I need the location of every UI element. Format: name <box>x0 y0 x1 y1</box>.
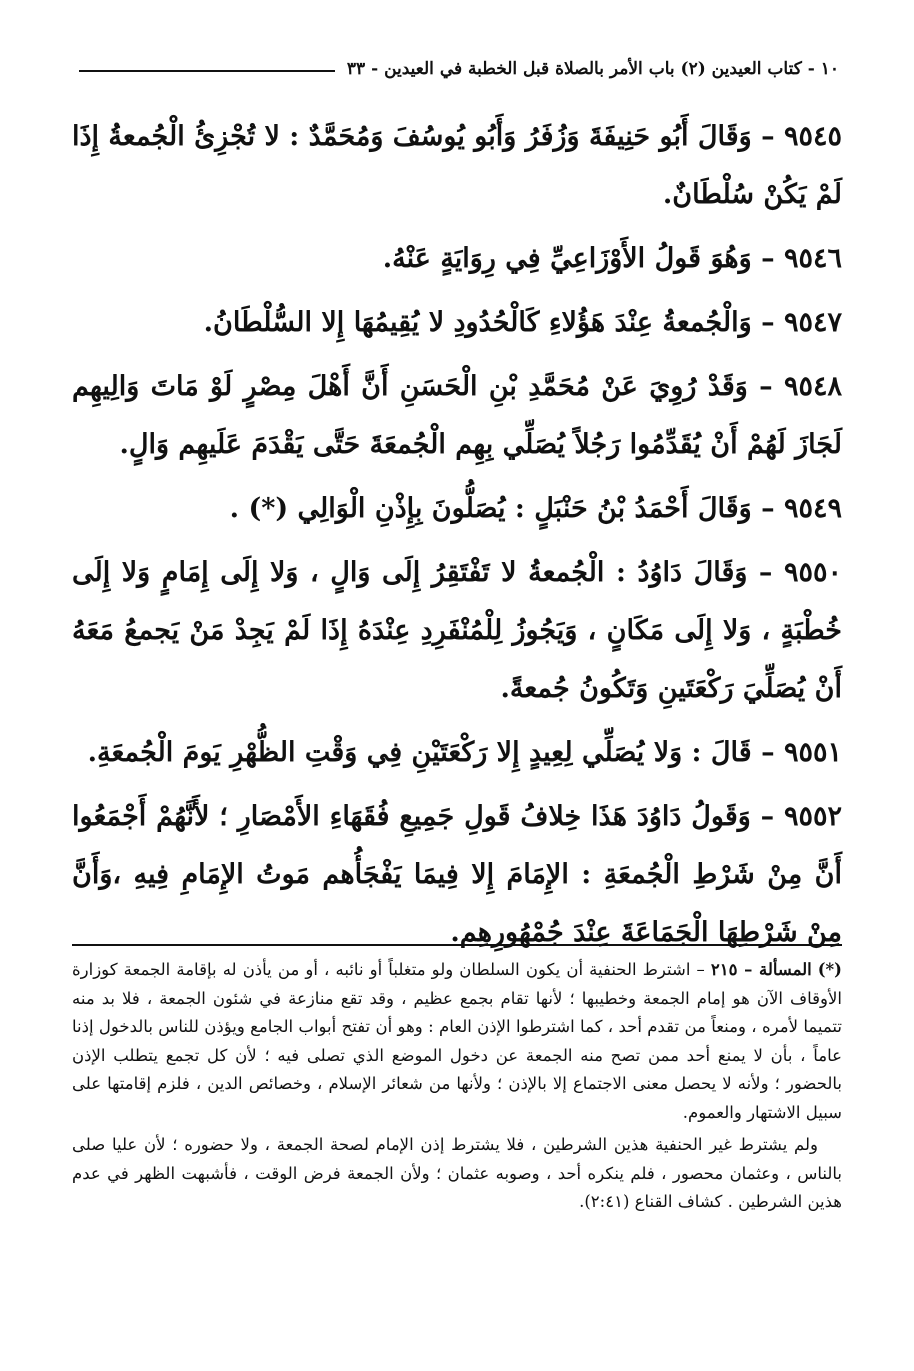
footnote-1 <box>72 956 842 1127</box>
paragraph-9550: ٩٥٥٠ – وَقَالَ دَاوُدُ : الْجُمعةُ لا تَفْتَقِرُ إِلَى وَالٍ ، وَلا إِلَى إِمَامٍ وَلا إِلَى خُطْبَةٍ ، وَلا إِلَى مَكَانٍ ، وَيَجُوزُ لِلْمُنْفَرِدِ عِنْدَهُ إِذَا لَمْ يَجِدْ مَنْ يَجمعُ مَعَهُ أَنْ يُصَلِّيَ رَكْعَتَينِ وَتَكُونُ جُمعةً. <box>72 557 842 704</box>
footnote-separator <box>72 944 842 946</box>
footnote-label: المسألة – ٢١٥ <box>710 960 812 979</box>
paragraph-9552: ٩٥٥٢ – وَقَولُ دَاوُدَ هَذَا خِلافُ قَولِ جَمِيعِ فُقَهَاءِ الأَمْصَارِ ؛ لأَنَّهُمْ أَجْمَعُوا أَنَّ مِنْ شَرْطِ الْجُمعَةِ : الإِمَامَ إِلا فِيمَا يَفْجَأُهم مَوتُ الإِمَامِ فِيهِ ،وَأَنَّ مِنْ شَرْطِهَا الْجَمَاعَةَ عِنْدَ جُمْهُورِهِم. <box>72 801 842 948</box>
footnotes <box>72 956 842 1221</box>
paragraph-9547: ٩٥٤٧ – وَالْجُمعةُ عِنْدَ هَؤُلاءِ كَالْحُدُودِ لا يُقِيمُهَا إِلا السُّلْطَانُ. <box>203 307 842 338</box>
main-text <box>72 108 842 968</box>
paragraph-9549: ٩٥٤٩ – وَقَالَ أَحْمَدُ بْنُ حَنْبَلٍ : يُصَلُّونَ بِإِذْنِ الْوَالِي (*) . <box>229 493 842 524</box>
paragraph-9546: ٩٥٤٦ – وَهُوَ قَولُ الأَوْزَاعِيِّ فِي رِوَايَةٍ عَنْهُ. <box>382 243 842 274</box>
header-rule <box>79 70 335 72</box>
running-header <box>79 55 839 83</box>
paragraph-9548: ٩٥٤٨ – وَقَدْ رُوِيَ عَنْ مُحَمَّدِ بْنِ الْحَسَنِ أَنَّ أَهْلَ مِصْرٍ لَوْ مَاتَ وَالِيهِم لَجَازَ لَهُمْ أَنْ يُقَدِّمُوا رَجُلاً يُصَلِّي بِهِم الْجُمعَةَ حَتَّى يَقْدَمَ عَلَيهِم وَالٍ. <box>72 371 842 460</box>
paragraph-9551: ٩٥٥١ – قَالَ : وَلا يُصَلِّي لِعِيدٍ إِلا رَكْعَتَيْنِ فِي وَقْتِ الظُّهْرِ يَومَ الْجُمعَةِ. <box>87 737 842 768</box>
footnote-continuation: ولم يشترط غير الحنفية هذين الشرطين ، فلا يشترط إذن الإمام لصحة الجمعة ، ولا حضوره ؛ لأن عليا صلى بالناس ، وعثمان محصور ، فلم ينكره أحد ، وصوبه عثمان ؛ ولأن الجمعة فرض الوقت ، فأشبهت الظهر في عدم هذين الشرطين . كشاف القناع (٢:٤١). <box>72 1135 842 1211</box>
footnote-marker: (*) <box>817 960 842 979</box>
footnote-text: – اشترط الحنفية أن يكون السلطان ولو متغلباً أو نائبه ، أو من يأذن له بإقامة الجمعة كوزارة الأوقاف الآن هو إمام الجمعة وخطيبها ؛ لأنها تقام بجمع عظيم ، وقد تقع منازعة في شئون الجمعة ، فلا بد منه تتميما لأمره ، ومنعاً من تقدم أحد ، كما اشترطوا الإذن العام : وهو أن تفتح أبواب الجامع ويؤذن للناس بالدخول إذنا عاماً ، بأن لا يمنع أحد ممن تصح منه الجمعة عن دخول الموضع الذي تصلى فيه ؛ لأن كل تجمع يتطلب الإذن بالحضور ؛ ولأنه لا يحصل معنى الاجتماع إلا بالإذن ؛ ولأنها من شعائر الإسلام ، وخصائص الدين ، فلزم إقامتها على سبيل الاشتهار والعموم. <box>72 960 842 1122</box>
paragraph-9545: ٩٥٤٥ – وَقَالَ أَبُو حَنِيفَةَ وَزُفَرُ وَأَبُو يُوسُفَ وَمُحَمَّدٌ : لا تُجْزِئُ الْجُمعةُ إِذَا لَمْ يَكُنْ سُلْطَانٌ. <box>72 121 842 210</box>
header-title: ١٠ - كتاب العيدين (٢) باب الأمر بالصلاة قبل الخطبة في العيدين - ٣٣ <box>346 59 839 79</box>
